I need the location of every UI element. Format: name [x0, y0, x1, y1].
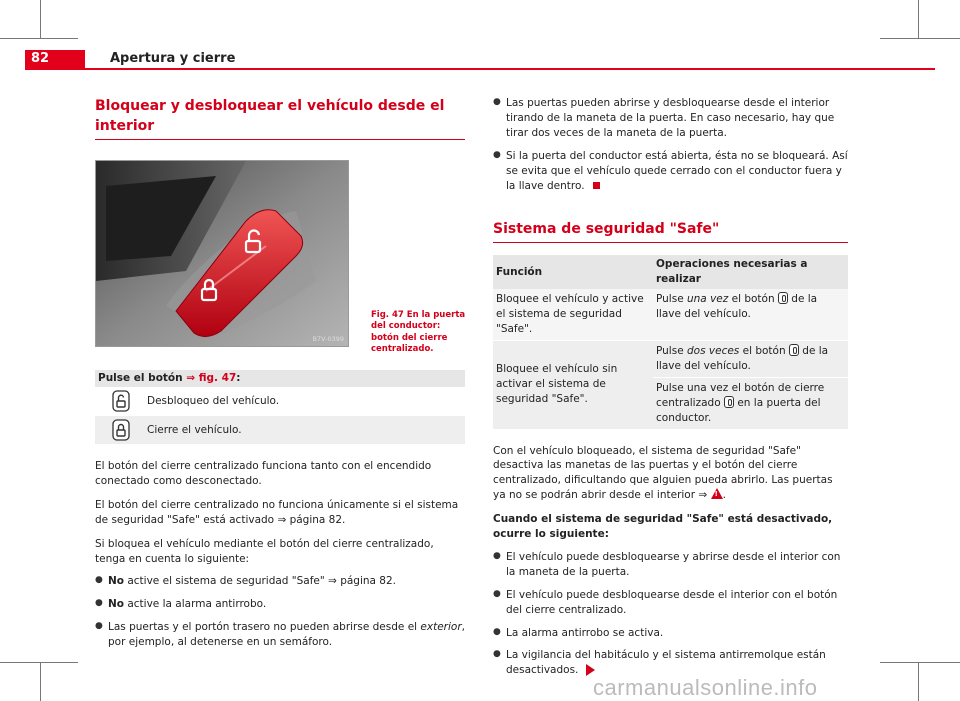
safe-table	[493, 255, 848, 429]
section-title-safe: Sistema de seguridad "Safe"	[493, 221, 720, 238]
table-cell: Pulse una vez el botón de la llave del vehículo.	[653, 289, 848, 340]
unlock-icon	[95, 390, 147, 412]
table-header-row	[493, 255, 848, 289]
key-lock-icon	[789, 344, 799, 356]
operation-row-unlock	[95, 387, 465, 416]
paragraph: El botón del cierre centralizado funciona tanto con el encendido conectado como desconectado.	[95, 460, 432, 487]
section-rule	[95, 139, 465, 140]
table-cell: Bloquee el vehículo sin activar el sistema de seguridad "Safe".	[493, 340, 653, 429]
operation-text: Cierre el vehículo.	[147, 423, 242, 436]
operation-header-prefix: Pulse el botón	[98, 372, 187, 384]
crop-mark	[918, 0, 919, 38]
figure-47	[95, 160, 465, 355]
list-item: ● La vigilancia del habitáculo y el sistema antirremolque están desactivados.	[493, 648, 848, 678]
figure-caption-text: En la puerta del conductor: botón del cierre centralizado.	[371, 310, 466, 355]
door-button-illustration	[96, 161, 349, 347]
list-item: ● No active el sistema de seguridad "Safe" ⇒ página 82.	[95, 574, 465, 589]
header-rule	[25, 68, 935, 70]
paragraph: Si bloquea el vehículo mediante el botón del cierre centralizado, tenga en cuenta lo siguiente:	[95, 537, 434, 565]
right-column	[493, 96, 848, 678]
figure-ref-link[interactable]: ⇒ fig. 47	[186, 372, 237, 384]
list-item: ● El vehículo puede desbloquearse y abrirse desde el interior con la maneta de la puerta.	[493, 550, 848, 580]
list-item: ● Las puertas pueden abrirse y desbloquearse desde el interior tirando de la maneta de la puerta. En caso necesario, hay que tirar dos veces de la maneta de la puerta.	[493, 96, 848, 141]
subheading: Cuando el sistema de seguridad "Safe" está desactivado, ocurre lo siguiente:	[493, 513, 833, 541]
list-item: ● Las puertas y el portón trasero no pueden abrirse desde el exterior, por ejemplo, al detenerse en un semáforo.	[95, 620, 465, 650]
operation-header-suffix: :	[236, 372, 241, 384]
list-item: ● Si la puerta del conductor está abierta, ésta no se bloqueará. Así se evita que el vehículo quede cerrado con el conductor fuera y la llave dentro.	[493, 149, 848, 194]
crop-mark	[880, 38, 960, 39]
list-item: ● No active la alarma antirrobo.	[95, 597, 465, 612]
table-row	[493, 289, 848, 340]
section-rule	[493, 242, 848, 243]
operation-table-header	[95, 370, 465, 387]
lock-icon	[95, 419, 147, 441]
figure-code: B7V-0399	[312, 334, 344, 343]
table-header-cell: Función	[493, 255, 653, 289]
crop-mark	[40, 662, 41, 701]
lock-button-icon	[724, 396, 734, 408]
left-column	[95, 96, 465, 650]
operation-text: Desbloqueo del vehículo.	[147, 394, 280, 407]
table-cell: Bloquee el vehículo y active el sistema de seguridad "Safe".	[493, 289, 653, 340]
section-title-lock: Bloquear y desbloquear el vehículo desde el interior	[95, 98, 445, 134]
page-header-title: Apertura y cierre	[110, 51, 236, 66]
door-button-photo	[95, 160, 349, 347]
page-number: 82	[25, 50, 85, 68]
table-header-cell: Operaciones necesarias a realizar	[653, 255, 848, 289]
crop-mark	[918, 662, 919, 701]
paragraph: Con el vehículo bloqueado, el sistema de seguridad "Safe" desactiva las manetas de las puertas y el botón del cierre centralizado, dificultando que alguien pueda abrirlo. Las puertas ya no se podrán abrir desde el interior ⇒ ! .	[493, 444, 833, 502]
crop-mark	[0, 38, 78, 39]
list-item: ● La alarma antirrobo se activa.	[493, 626, 848, 641]
watermark: carmanualsonline.info	[593, 675, 818, 700]
table-row	[493, 340, 848, 377]
list-item: ● El vehículo puede desbloquearse desde el interior con el botón del cierre centralizado.	[493, 588, 848, 618]
section-end-mark	[593, 182, 600, 189]
crop-mark	[0, 662, 78, 663]
warning-icon[interactable]: !	[711, 488, 723, 499]
key-lock-icon	[778, 292, 788, 304]
figure-caption	[371, 310, 467, 356]
table-cell: Pulse una vez el botón de cierre centralizado en la puerta del conductor.	[653, 377, 848, 429]
crop-mark	[40, 0, 41, 38]
crop-mark	[880, 662, 960, 663]
figure-caption-label: Fig. 47	[371, 310, 404, 320]
paragraph: El botón del cierre centralizado no funciona únicamente si el sistema de seguridad "Safe" está activado ⇒ página 82.	[95, 498, 459, 526]
operation-row-lock	[95, 416, 465, 445]
table-cell: Pulse dos veces el botón de la llave del vehículo.	[653, 340, 848, 377]
